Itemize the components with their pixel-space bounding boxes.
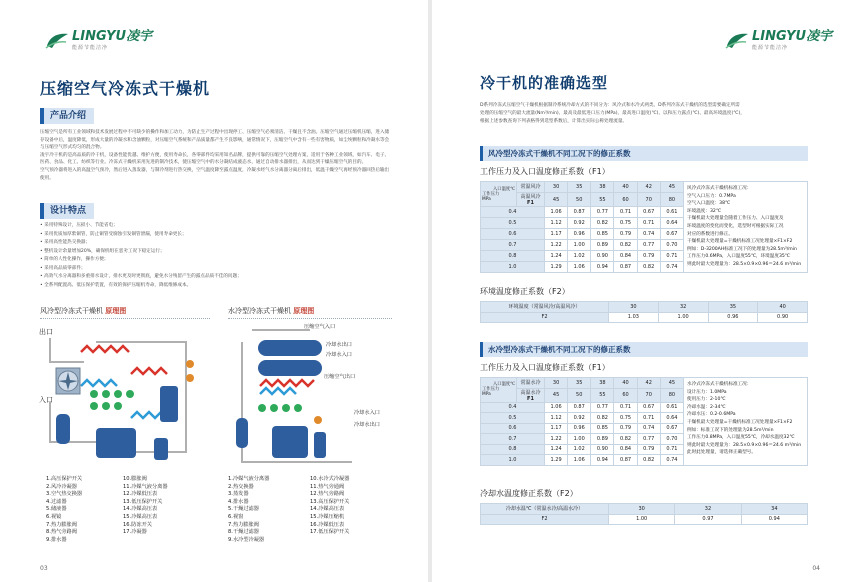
value-cell: 0.74 [660,261,683,272]
value-cell: 0.89 [591,434,614,445]
feature-item: • 全系列配置高、低压保护装置，有效的保护压缩机寿命，降低维修成本。 [40,282,192,288]
legend-item: 3.空气热交换器 [46,491,83,498]
row-high-label [517,192,545,206]
compressed-air-outlet-label: 压缩空气出口 [324,374,356,380]
temp-cell: 40 [614,378,637,389]
value-cell: 0.90 [758,312,808,323]
water-diagram-caption [228,306,314,316]
value-cell: 0.82 [614,434,637,445]
legend-item: 8.干燥过滤器 [228,529,259,536]
value-cell: 0.92 [568,413,591,424]
note-line: 环境温度：32℃ [687,208,721,214]
value-cell: 0.70 [660,239,683,250]
pressure-cell: 0.4 [481,402,545,413]
temp-cell: 35 [568,378,591,389]
note-line: 则此时最大处理量为：28.5×0.9×0.96＝24.6 m³/min [687,261,802,267]
compressed-air-inlet-label: 压缩空气入口 [304,324,336,330]
water-cooled-schematic [222,322,402,472]
temp-cell: 60 [614,388,637,402]
value-cell: 0.82 [591,413,614,424]
cooling-water-outlet-label-2: 冷却水出口 [354,422,380,428]
value-cell: 0.94 [591,261,614,272]
value-cell: 0.89 [591,239,614,250]
value-cell: 0.61 [660,402,683,413]
value-cell: 0.64 [660,218,683,229]
water-correction-band: 水冷型冷冻式干燥机不同工况下的修正系数 [480,342,808,357]
note-line: 水冷式冷冻式干燥机标准工况： [687,382,752,387]
f1-corner [481,378,517,403]
value-cell: 0.82 [637,455,660,466]
corner-left-unit: MPa [482,196,491,202]
value-cell: 0.71 [637,413,660,424]
value-cell: 0.74 [637,229,660,240]
temp-cell: 45 [660,378,683,389]
note-line: 干燥机最大处理量会随着工作压力、入口温度及 [687,216,784,222]
temp-cell: 40 [614,182,637,193]
value-cell: 0.87 [614,261,637,272]
temp-cell: 38 [591,182,614,193]
value-cell: 1.29 [545,261,568,272]
water-f1-title: 工作压力及入口温度修正系数（F1） [480,363,610,372]
temp-cell: 80 [660,388,683,402]
value-cell: 0.77 [591,207,614,218]
high-label: 高温风冷 [520,194,541,201]
temp-cell: 34 [741,504,807,515]
temp-cell: 50 [568,192,591,206]
value-cell: 1.29 [545,455,568,466]
page-number: 04 [812,565,820,572]
brand-name: LINGYU凌宇 [72,29,153,44]
note-line: 例如：D-3200AH标准工况下的处理量为28.5m³/min [687,246,797,252]
value-cell: 1.12 [545,413,568,424]
value-cell: 1.02 [568,444,591,455]
legend-item: 1.冷媒气液分离器 [228,476,270,482]
pressure-cell: 0.6 [481,423,545,434]
note-line: 风冷式冷冻式干燥机标准工况： [687,186,752,191]
value-cell: 1.00 [568,434,591,445]
temp-cell: 40 [758,302,808,313]
value-cell: 0.75 [614,413,637,424]
legend-item: 17.冷凝器 [123,529,147,536]
legend-item: 13.高压保护开关 [310,498,350,505]
temp-cell: 30 [545,182,568,193]
water-legend [228,476,388,544]
pressure-cell: 0.5 [481,413,545,424]
legend-item: 5.干燥过滤器 [228,506,259,513]
note-line: 此时此处理量，请选择正确型号。 [687,450,756,456]
feature-item: • 采用特殊设计，压损小、节能省电； [40,223,118,228]
value-cell: 1.06 [568,455,591,466]
temp-cell: 32 [675,504,741,515]
temp-cell: 70 [637,388,660,402]
value-cell: 1.03 [609,312,659,323]
pressure-cell: 0.7 [481,434,545,445]
intro-tab: 产品介绍 [40,108,94,124]
note-line: 干燥机最大处理量=干燥机标准工况处理量×F1×F2 [687,419,793,425]
value-cell: 1.02 [568,250,591,261]
temp-cell: 42 [637,182,660,193]
legend-item: 15.冷媒压缩机 [310,513,345,520]
corner-unit: ℃ [510,382,515,388]
feature-item: • 采用高性能热交换器； [40,240,91,245]
value-cell: 0.90 [591,444,614,455]
legend-item: 6.视窗 [228,513,244,520]
value-cell: 0.96 [568,229,591,240]
feature-item: • 简单的人性化操作，操作方便； [40,257,109,262]
right-page [432,0,860,582]
value-cell: 1.06 [545,402,568,413]
value-cell: 0.96 [568,423,591,434]
pressure-cell: 1.0 [481,261,545,272]
water-f2-title: 冷却水温度修正系数（F2） [480,489,578,498]
value-cell: 0.94 [741,514,807,525]
value-cell: 0.74 [660,455,683,466]
left-page [0,0,428,582]
note-line: 设计压力：1.0MPa [687,389,727,395]
legend-item: 17.低压保护开关 [310,529,350,536]
value-cell: 0.82 [614,239,637,250]
value-cell: 0.71 [660,250,683,261]
value-cell: 0.79 [637,444,660,455]
value-cell: 0.77 [637,239,660,250]
legend-item: 7.热力膨胀阀 [228,521,259,528]
value-cell: 0.77 [637,434,660,445]
temp-cell: 30 [609,302,659,313]
feature-item: • 采用高品质零部件； [40,265,86,271]
value-cell: 1.06 [568,261,591,272]
value-cell: 1.17 [545,423,568,434]
value-cell: 0.75 [614,218,637,229]
temp-cell: 35 [708,302,758,313]
temp-cell: 32 [658,302,708,313]
temp-cell: 30 [609,504,675,515]
legend-item: 9.水冷型冷凝器 [228,536,265,543]
value-cell: 0.79 [614,423,637,434]
water-f2-table [480,503,808,525]
value-cell: 0.71 [660,444,683,455]
temp-cell: 45 [660,182,683,193]
temp-cell: 80 [660,192,683,206]
air-diagram-suffix: 原理图 [105,307,127,315]
divider [228,318,392,319]
water-diagram-suffix: 原理图 [293,307,315,315]
intro-line: 处理的压缩空气的最大流量(Nm³/min)、最高及最低进口压力(MPa)、最高进口温度(℃)、以和压力露点(℃)、最高环境温度(℃)， [480,111,745,116]
value-cell: 1.17 [545,229,568,240]
pressure-cell: 1.0 [481,455,545,466]
note-line: 空气入口压力：0.7MPa [687,193,736,199]
value-cell: 0.87 [568,207,591,218]
air-outlet-label: 出口 [39,328,53,336]
value-cell: 0.79 [637,250,660,261]
intro-paragraph: 空气预冷器将进入的高温空气预冷，然后进入蒸发器，与制冷剂进行热交换，空气温度降至露点温度，冷凝水经气水分离器分离后排出，低温干燥空气再经预冷器回热后输出使用。 [40,167,390,181]
temp-cell: 55 [591,388,614,402]
air-legend [46,476,196,544]
value-cell: 0.92 [568,218,591,229]
corner-left: 工作压力 [482,387,500,393]
value-cell: 0.90 [591,250,614,261]
temp-cell: 70 [637,192,660,206]
note-line: 冷却水温：2-34℃ [687,404,726,410]
value-cell: 0.84 [614,444,637,455]
brand-slogan: 能源节能洁净 [752,45,789,51]
f2-mark: F2 [481,514,609,525]
legend-item: 8.热气旁路阀 [46,529,77,536]
legend-item: 9.排水器 [46,536,67,543]
value-cell: 1.00 [658,312,708,323]
value-cell: 0.84 [614,250,637,261]
page-title: 压缩空气冷冻式干燥机 [40,79,211,98]
note-line: 空气入口温度：38℃ [687,201,731,207]
note-line: 对应的系数进行修正。 [687,231,733,237]
row-normal-label: 常温水冷 [517,378,545,389]
legend-item: 16.防冻开关 [123,521,152,528]
air-correction-band: 风冷型冷冻式干燥机不同工况下的修正系数 [480,146,808,161]
intro-paragraph: 凌宇冷干机的是高品质的冷干机，设备性能优越、维护方便，使用寿命长，各零部件均采用知名品牌，提供可靠的压缩空气处理方案，适用于各种工业领域，如汽车、电子、医药、食品、化工、纺织等行业。冷冻式干燥机采用先进的制冷技术，使压缩空气中的水分凝结成液态水，通过自动排水器排出，从而达到干燥压缩空气的目的。 [40,152,390,166]
intro-paragraph: 压缩空气是所有工业领域和技术发展过程中不可缺少的操作和加工动力，为防止生产过程中出现停工、压缩空气必须清洁、干燥且不含油。压缩空气通过压缩机压缩，进入储存设备中后，温度降低，形成大量的冷凝水和含油颗粒，对压缩空气系统和产品质量都产生不良影响，通常情况下，压缩空气中含有一些有害物质，如尘埃颗粒和冷凝水等会与压缩空气形式均匀的混合物。 [40,130,390,151]
brand-name: LINGYU凌宇 [752,29,833,44]
cooling-water-inlet-label-2: 冷却水入口 [354,410,380,416]
value-cell: 0.64 [660,413,683,424]
value-cell: 0.70 [660,434,683,445]
feature-item: • 采用优质加厚紫铜管，防止铜管受腐蚀引发铜管泄漏，使用寿命更长； [40,231,187,237]
air-f2-table [480,301,808,323]
temp-cell: 38 [591,378,614,389]
note-line: 则此时最大处理量为：28.5×0.9×0.96＝24.6 m³/min [687,442,802,448]
f1-mark: F1 [527,395,534,402]
value-cell: 0.61 [660,207,683,218]
temp-cell: 45 [545,388,568,402]
air-diagram-caption [40,306,126,316]
value-cell: 0.71 [614,402,637,413]
legend-item: 16.冷媒低压表 [310,521,345,528]
water-f1-note [684,378,808,466]
legend-item: 10.膨胀阀 [123,476,147,482]
legend-item: 3.蒸发器 [228,491,249,498]
pressure-cell: 0.6 [481,229,545,240]
f2-label: 冷却水温℃（常温水冷/高温水冷） [481,504,609,515]
note-line: 工作压力0.8MPa，入口温度55℃，冷却水温度32℃ [687,435,795,441]
corner-unit: ℃ [510,186,515,192]
f1-mark: F1 [527,200,534,207]
temp-cell: 35 [568,182,591,193]
note-line: 使用压力：2-10℃ [687,397,726,403]
temp-cell: 55 [591,192,614,206]
value-cell: 0.74 [637,423,660,434]
value-cell: 0.77 [591,402,614,413]
legend-item: 2.风冷冷凝器 [46,483,77,490]
value-cell: 0.67 [660,229,683,240]
air-diagram-label: 风冷型冷冻式干燥机 [40,307,103,315]
temp-cell: 60 [614,192,637,206]
value-cell: 1.22 [545,239,568,250]
selection-intro [480,102,820,126]
value-cell: 0.67 [660,423,683,434]
corner-left: 工作压力 [482,191,500,197]
brand-slogan: 能源节能洁净 [72,45,109,51]
legend-item: 11.冷媒气液分离器 [123,483,168,490]
value-cell: 0.71 [614,207,637,218]
leaf-logo-icon [44,31,70,51]
value-cell: 1.24 [545,250,568,261]
f1-corner [481,182,517,207]
intro-line: D系列冷冻式压缩空气干燥机根据制冷系统冷却方式的不同分为：风冷式和水冷式两类。D系列冷冻式干燥机的选型需要确定所需 [480,103,740,108]
legend-item: 11.热气旁通阀 [310,483,345,490]
temp-cell: 45 [545,192,568,206]
corner-top: 入口温度 [492,186,511,192]
pressure-cell: 0.8 [481,444,545,455]
legend-item: 5.储液器 [46,506,67,513]
temp-cell: 42 [637,378,660,389]
row-high-label [517,388,545,402]
value-cell: 1.06 [545,207,568,218]
air-inlet-label: 入口 [39,396,53,404]
f2-mark: F2 [481,312,609,323]
temp-cell: 30 [545,378,568,389]
water-diagram-label: 水冷型冷冻式干燥机 [228,307,291,315]
feature-item: • 高效气水分离器和多重排水设计，排水更及时更彻底，避免水分残留产生的露点品质不佳的问题； [40,274,242,279]
air-f1-note [684,182,808,273]
legend-item: 14.冷媒高压表 [123,506,158,513]
leaf-logo-icon [724,31,750,51]
value-cell: 0.85 [591,229,614,240]
air-cooled-schematic [36,322,216,472]
divider [40,318,210,319]
value-cell: 0.87 [614,455,637,466]
value-cell: 0.82 [591,218,614,229]
feature-item: • 整机设计余量增加20%，确保机组在恶劣工况下稳定运行； [40,248,165,254]
cooling-water-inlet-label: 冷却水入口 [326,352,352,358]
note-line: 工作压力0.6MPa，入口温度55℃，环境温度35℃ [687,254,790,260]
legend-item: 1.高压保护开关 [46,476,83,482]
features-tab: 设计特点 [40,203,94,219]
pressure-cell: 0.4 [481,207,545,218]
value-cell: 0.85 [591,423,614,434]
value-cell: 1.00 [568,239,591,250]
value-cell: 1.00 [609,514,675,525]
page-number: 03 [40,565,48,572]
legend-item: 15.冷媒高压表 [123,513,158,520]
corner-top: 入口温度 [492,382,511,388]
brand-logo [44,30,152,51]
row-normal-label: 常温风冷 [517,182,545,193]
f2-label: 环境温度（常温风冷/高温风冷） [481,302,609,313]
legend-item: 2.热交换器 [228,483,254,490]
pressure-cell: 0.8 [481,250,545,261]
corner-left-unit: MPa [482,392,491,398]
value-cell: 0.87 [568,402,591,413]
brand-logo [724,30,832,51]
intro-line: 根据上述参数查询下列表格得到选型系数后，计算出实际公称处理流量。 [480,119,628,124]
value-cell: 0.97 [675,514,741,525]
note-line: 例如：标准工况下的处理量为28.5m³/min [687,427,774,433]
value-cell: 0.67 [637,207,660,218]
air-f1-title: 工作压力及入口温度修正系数（F1） [480,167,610,176]
legend-item: 13.低压保护开关 [123,498,163,505]
legend-item: 4.过滤器 [46,498,67,505]
value-cell: 1.22 [545,434,568,445]
value-cell: 0.67 [637,402,660,413]
air-f1-table [480,181,808,273]
note-line: 干燥机最大处理量=干燥机标准工况处理量×F1×F2 [687,239,793,245]
legend-item: 10.水冷式冷凝器 [310,476,350,482]
value-cell: 0.71 [637,218,660,229]
page-title: 冷干机的准确选型 [480,74,609,92]
value-cell: 0.79 [614,229,637,240]
legend-item: 12.冷媒低压表 [123,491,158,498]
intro-text [40,129,392,182]
value-cell: 1.12 [545,218,568,229]
high-label: 高温水冷 [520,389,541,396]
air-f2-title: 环境温度修正系数（F2） [480,287,570,296]
legend-item: 12.热气旁路阀 [310,491,345,498]
value-cell: 0.94 [591,455,614,466]
pressure-cell: 0.7 [481,239,545,250]
value-cell: 1.24 [545,444,568,455]
water-f1-table [480,377,808,466]
note-line: 环境温度的变化而变化，选型时可根据实际工况 [687,223,784,229]
features-list [40,222,392,290]
note-line: 冷却水压：0.2-0.6MPa [687,412,736,418]
temp-cell: 50 [568,388,591,402]
legend-item: 7.热力膨胀阀 [46,521,77,528]
value-cell: 0.82 [637,261,660,272]
legend-item: 6.视镜 [46,513,62,520]
legend-item: 4.排水器 [228,498,249,505]
legend-item: 14.冷媒高压表 [310,506,345,513]
cooling-water-outlet-label: 冷却水出口 [326,342,352,348]
value-cell: 0.96 [708,312,758,323]
pressure-cell: 0.5 [481,218,545,229]
